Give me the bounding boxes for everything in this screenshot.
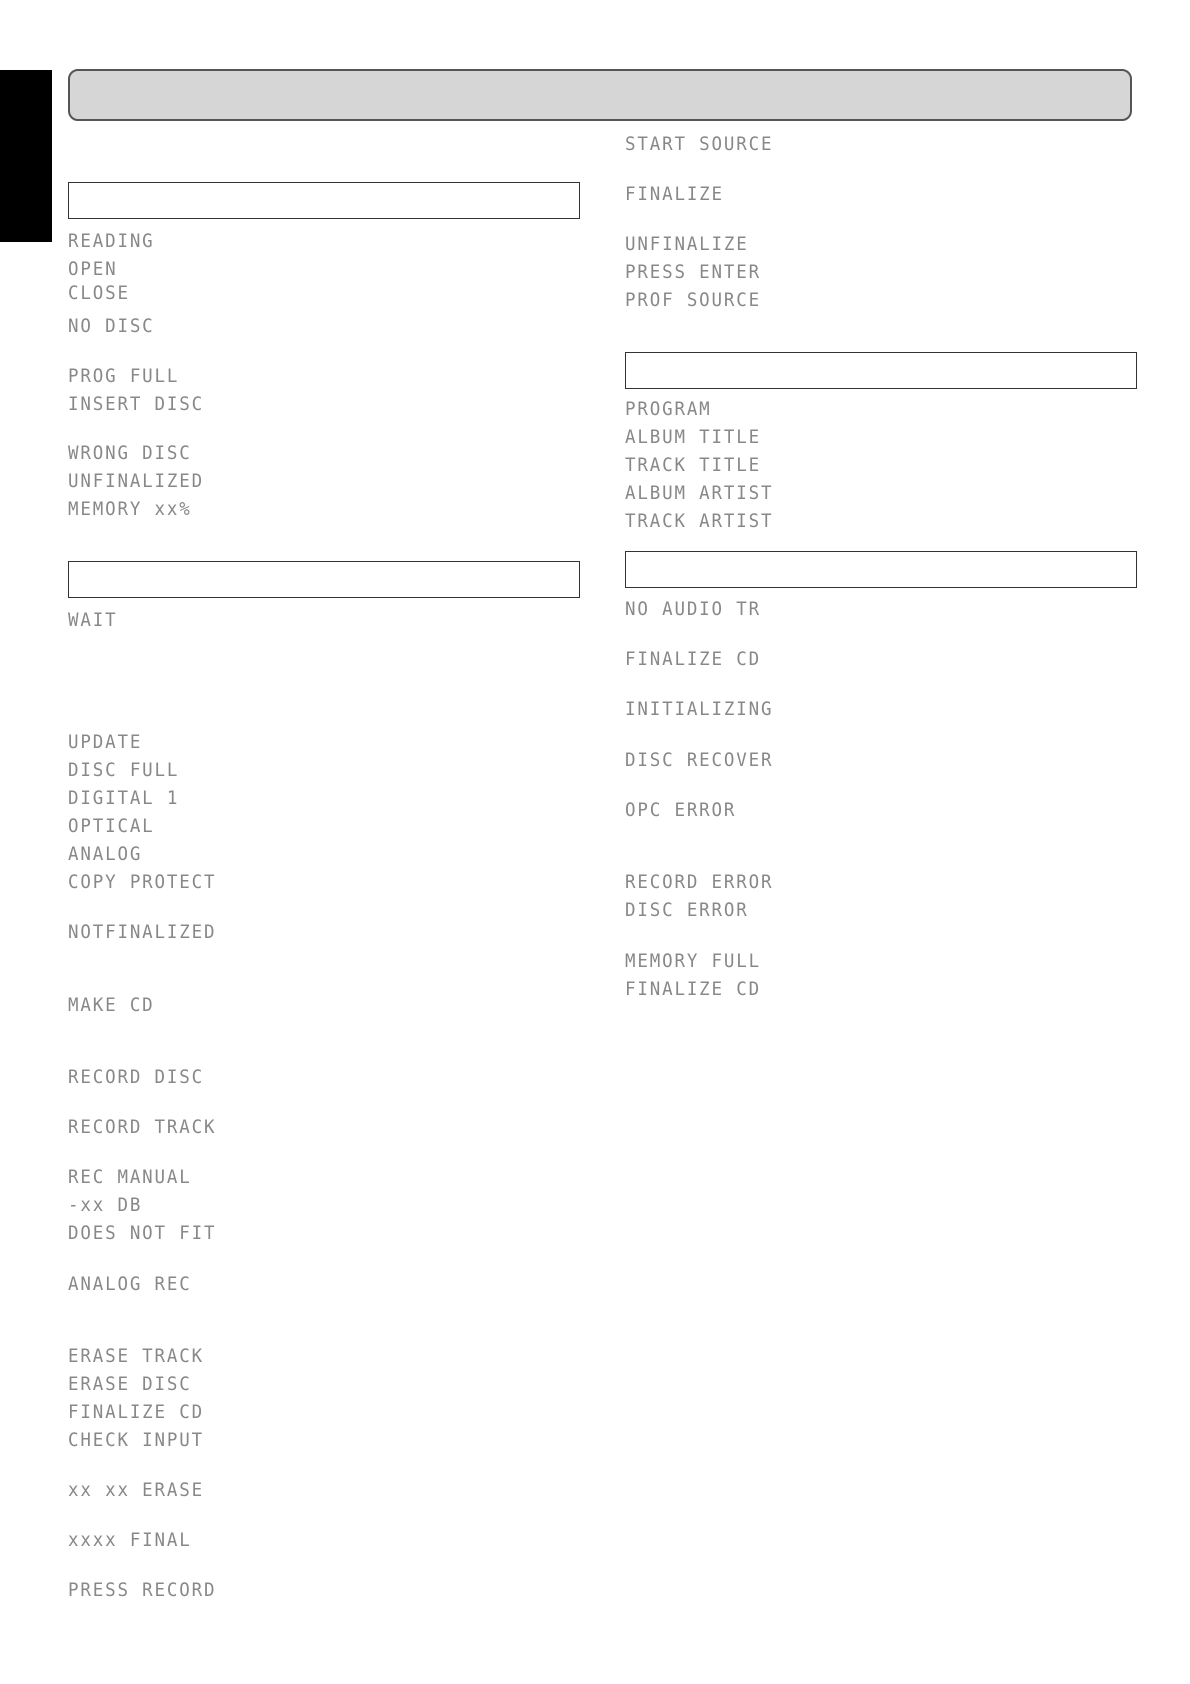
lcd-message: WRONG DISC	[68, 442, 192, 464]
lcd-message: RECORD DISC	[68, 1066, 205, 1088]
lcd-message: ANALOG	[68, 843, 143, 865]
lcd-message: READING	[68, 230, 155, 252]
lcd-message: OPEN	[68, 258, 118, 280]
lcd-message: START SOURCE	[625, 133, 774, 155]
lcd-message: ERASE DISC	[68, 1373, 192, 1395]
language-side-tab	[0, 70, 52, 242]
lcd-message: FINALIZE CD	[625, 648, 762, 670]
lcd-message: PROG FULL	[68, 365, 180, 387]
lcd-message: INITIALIZING	[625, 698, 774, 720]
lcd-message: ALBUM TITLE	[625, 426, 762, 448]
section-box-left-2	[68, 561, 580, 598]
lcd-message: OPC ERROR	[625, 799, 737, 821]
section-box-right-1	[625, 352, 1137, 389]
lcd-message: DIGITAL 1	[68, 787, 180, 809]
lcd-message: NOTFINALIZED	[68, 921, 217, 943]
lcd-message: FINALIZE CD	[68, 1401, 205, 1423]
lcd-message: ERASE TRACK	[68, 1345, 205, 1367]
lcd-message: MEMORY xx%	[68, 498, 192, 520]
lcd-message: DISC RECOVER	[625, 749, 774, 771]
lcd-message: FINALIZE	[625, 183, 724, 205]
lcd-message: MEMORY FULL	[625, 950, 762, 972]
lcd-message: CLOSE	[68, 282, 130, 304]
lcd-message: ANALOG REC	[68, 1273, 192, 1295]
lcd-message: PRESS ENTER	[625, 261, 762, 283]
lcd-message: DISC ERROR	[625, 899, 749, 921]
lcd-message: DISC FULL	[68, 759, 180, 781]
lcd-message: CHECK INPUT	[68, 1429, 205, 1451]
lcd-message: FINALIZE CD	[625, 978, 762, 1000]
lcd-message: UNFINALIZE	[625, 233, 749, 255]
lcd-message: RECORD ERROR	[625, 871, 774, 893]
lcd-message: PRESS RECORD	[68, 1579, 217, 1601]
section-box-left-1	[68, 182, 580, 219]
lcd-message: COPY PROTECT	[68, 871, 217, 893]
lcd-message: TRACK TITLE	[625, 454, 762, 476]
lcd-message: MAKE CD	[68, 994, 155, 1016]
lcd-message: UNFINALIZED	[68, 470, 205, 492]
lcd-message: WAIT	[68, 609, 118, 631]
lcd-message: UPDATE	[68, 731, 143, 753]
lcd-message: NO DISC	[68, 315, 155, 337]
lcd-message: INSERT DISC	[68, 393, 205, 415]
section-box-right-2	[625, 551, 1137, 588]
lcd-message: REC MANUAL	[68, 1166, 192, 1188]
lcd-message: xxxx FINAL	[68, 1529, 192, 1551]
lcd-message: TRACK ARTIST	[625, 510, 774, 532]
lcd-message: PROF SOURCE	[625, 289, 762, 311]
lcd-message: DOES NOT FIT	[68, 1222, 217, 1244]
lcd-message: RECORD TRACK	[68, 1116, 217, 1138]
lcd-message: ALBUM ARTIST	[625, 482, 774, 504]
lcd-message: -xx DB	[68, 1194, 143, 1216]
lcd-message: NO AUDIO TR	[625, 598, 762, 620]
lcd-message: OPTICAL	[68, 815, 155, 837]
lcd-message: xx xx ERASE	[68, 1479, 205, 1501]
lcd-message: PROGRAM	[625, 398, 712, 420]
header-bar	[68, 69, 1132, 121]
